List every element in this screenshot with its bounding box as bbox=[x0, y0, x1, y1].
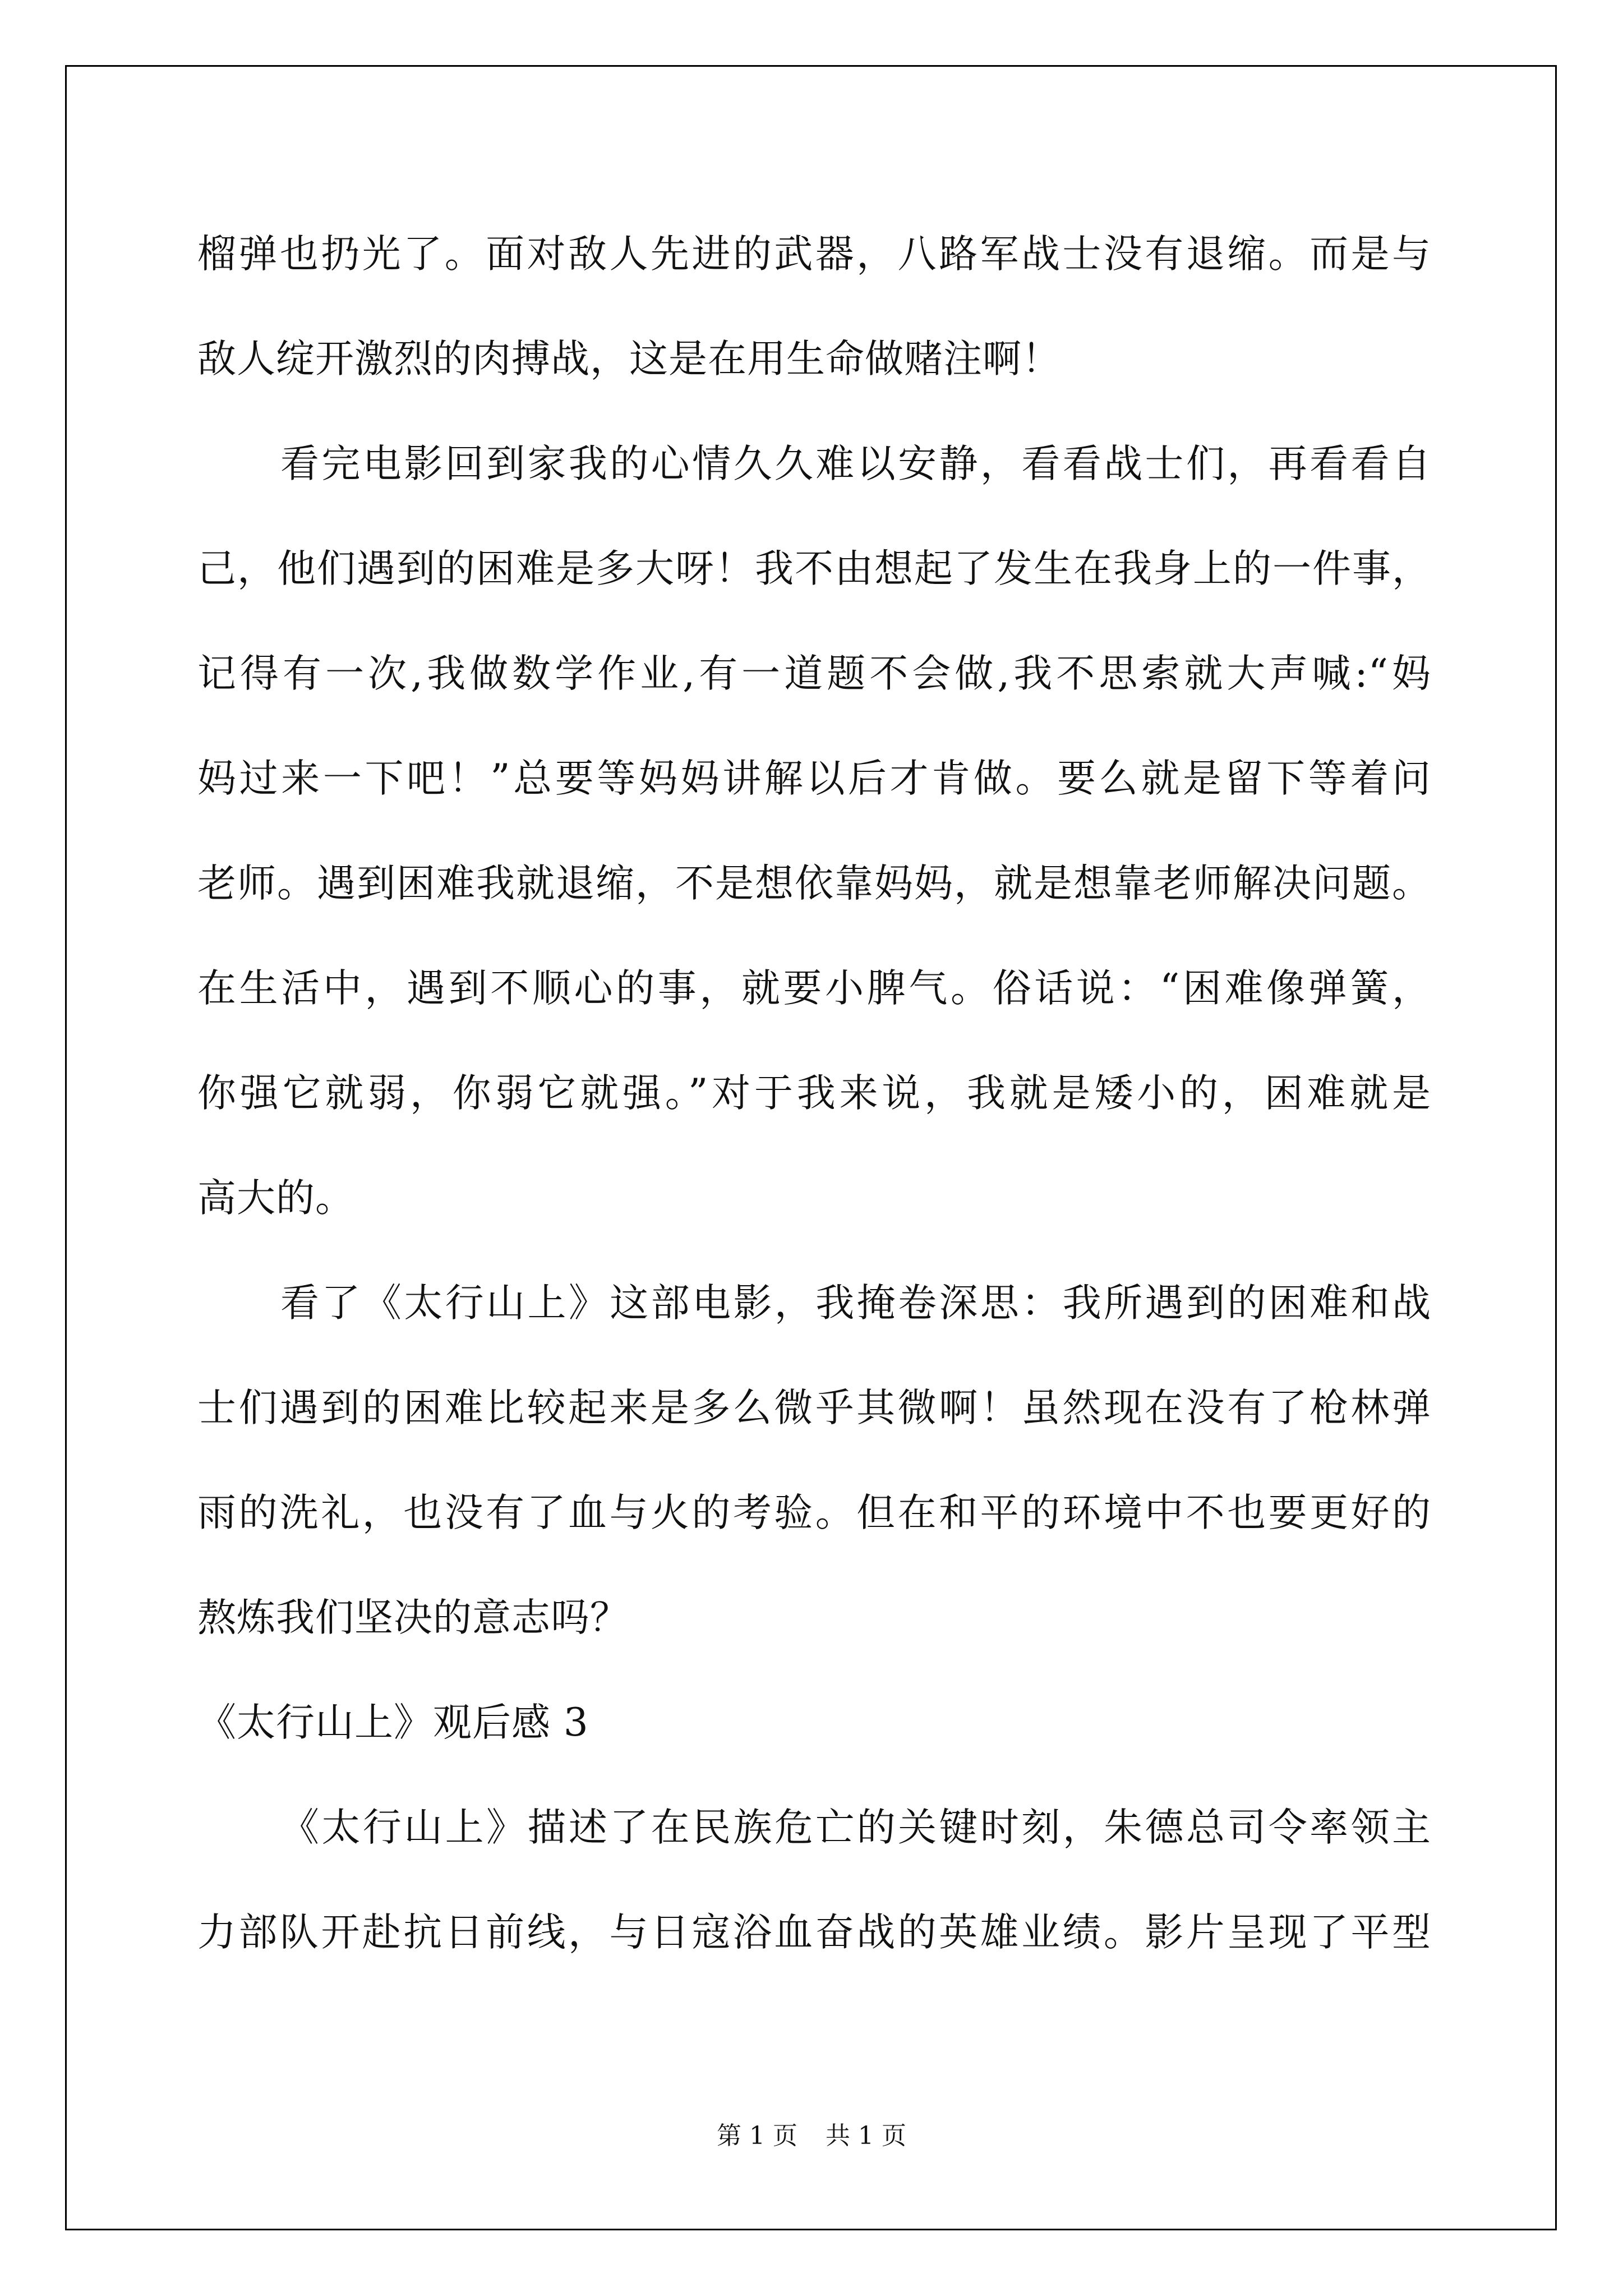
page-total: 共 1 页 bbox=[826, 2122, 906, 2150]
text-line: 力部队开赴抗日前线，与日寇浴血奋战的英雄业绩。影片呈现了平型 bbox=[197, 1910, 1431, 1955]
text-line: 妈过来一下吧！”总要等妈妈讲解以后才肯做。要么就是留下等着问 bbox=[197, 756, 1431, 801]
page-number: 第 1 页 bbox=[717, 2122, 797, 2150]
text-line: 《太行山上》描述了在民族危亡的关键时刻，朱德总司令率领主 bbox=[280, 1805, 1431, 1850]
text-line: 看了《太行山上》这部电影，我掩卷深思：我所遇到的困难和战 bbox=[280, 1281, 1431, 1326]
text-line: 雨的洗礼，也没有了血与火的考验。但在和平的环境中不也要更好的 bbox=[197, 1490, 1431, 1535]
text-line: 榴弹也扔光了。面对敌人先进的武器，八路军战士没有退缩。而是与 bbox=[197, 232, 1431, 277]
document-body bbox=[197, 202, 1431, 1985]
text-line: 敌人绽开激烈的肉搏战，这是在用生命做赌注啊！ bbox=[197, 337, 1061, 381]
text-line: 己，他们遇到的困难是多大呀！我不由想起了发生在我身上的一件事， bbox=[197, 546, 1431, 591]
page-footer bbox=[0, 2119, 1623, 2153]
text-line: 在生活中，遇到不顺心的事，就要小脾气。俗话说：“困难像弹簧， bbox=[197, 966, 1431, 1011]
text-line: 看完电影回到家我的心情久久难以安静，看看战士们，再看看自 bbox=[280, 441, 1431, 486]
text-line: 你强它就弱，你弱它就强。”对于我来说，我就是矮小的，困难就是 bbox=[197, 1071, 1431, 1116]
text-line: 老师。遇到困难我就退缩，不是想依靠妈妈，就是想靠老师解决问题。 bbox=[197, 861, 1431, 906]
text-line: 高大的。 bbox=[197, 1176, 354, 1221]
text-line: 记得有一次,我做数学作业,有一道题不会做,我不思索就大声喊:“妈 bbox=[197, 651, 1431, 696]
text-line: 士们遇到的困难比较起来是多么微乎其微啊！虽然现在没有了枪林弹 bbox=[197, 1386, 1431, 1430]
text-line: 熬炼我们坚决的意志吗？ bbox=[197, 1595, 629, 1640]
section-heading: 《太行山上》观后感 3 bbox=[197, 1700, 589, 1745]
